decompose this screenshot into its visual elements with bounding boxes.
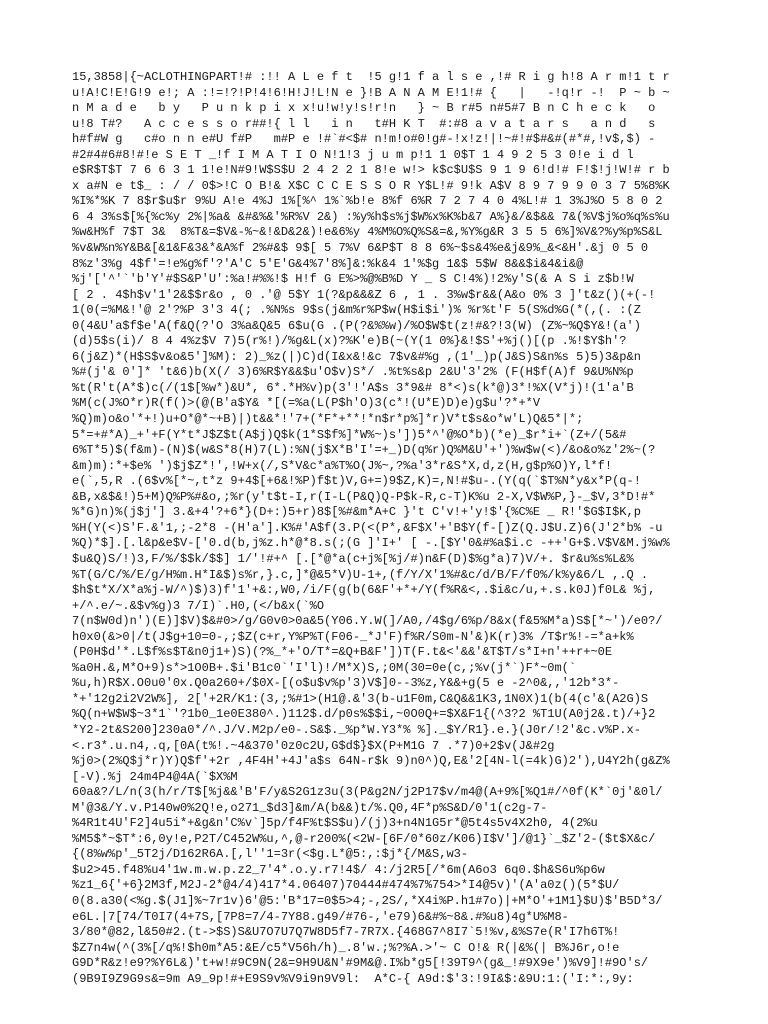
text-line: 60a&?/L/n(3(h/r/T$[%j&&'B'F/y&S2G1z3u(3(P&g2N/j2P17$v/m4@(A+9%[%Q1#/^0f(K*`0j'&0l/ — [72, 785, 663, 800]
text-line: (d)5$s(i)/ 8 4 4%z$V 7)5(r%!)/%g&L(x)?%K'e)B(~(Y(1 0%}&!$S'+%j()[(p .%!$Y$h'? — [72, 334, 627, 349]
text-line: (P0H$d'*.L$f%s$T&n0j1+)S)(?%_*+'O/T*=&Q+B&F'])T(F.t&<'&&'&T$T/s*I+n'++r+~0E — [72, 645, 613, 660]
text-line: 8%z'3%g 4$f'=!e%g%f'?'A'C 5'E'G&4%7'8%]&:%k&4 1'%$g 1&$ 5$W 8&&$i&4&i&@ — [72, 256, 584, 271]
text-line: %M5$*~$T*:6,0y!e,P2T/C452W%u,^,@-r200%(<2W-[6F/0*60z/K06)I$V']/@1}`_$Z'2-($t$X&c/ — [72, 831, 656, 846]
text-line: %4R1t4U'F2]4u5i*+&g&n'C%v`]5p/f4F%t$S$u)/(j)3+n4N1G5r*@5t4s5v4X2h0, 4(2%u — [72, 816, 598, 831]
text-line: $Z7n4w(^(3%[/q%!$h0m*A5:&E/c5*V56h/h)_.8'w.;%?%A.>'~ C O!& R(|&%(| B%J6r,o!e — [72, 940, 620, 955]
text-line: %w&H%f 7$T 3& 8%T&=$V&-%~&!&D&2&)!e&6%y 4%M%O%Q%S&=&,%Y%g&R 3 5 5 6%]%V&?%y%p%S&L — [72, 225, 663, 240]
text-line: &m)m):*+$e% ')$j$Z*!',!W+x(/,S*V&c*a%T%O(J%~,?%a'3*r&S*X,d,z(H,g$p%O)Y,l*f! — [72, 458, 613, 473]
text-line: 6(j&Z)*(H$S$v&o&5']%M): 2)_%z(|)C)d(I&x&!&c 7$v&#%g ,(1'_)p(J&S)S&n%s 5)5)3&p&n — [72, 349, 641, 364]
text-line: n M a d e b y P u n k p i x x!u!w!y!s!r!n } ~ B r#5 n#5#7 B n C h e c k o — [72, 101, 656, 116]
text-line: $u2>45.f48%u4'1w.m.w.p.z2_7'4*.o.y.r7!4$/ 4:/j2R5[/*6m(A6o3 6q0.$h&S6u%p6w — [72, 862, 605, 877]
text-line: 6 4 3%s$[%{%c%y 2%|%a& &#&%&'%R%V 2&) :%y%h$s%j$W%x%K%b&7 A%}&/&$&& 7&(%V$j%o%q%s%u — [72, 209, 670, 224]
text-line: 5*=+#*A)_+'+F(Y*t*J$Z$t(A$j)Q$k(1*S$f%]*W%~)s'])5*^'@%O*b)(*e)_$r*i+`(Z+/(5&# — [72, 427, 627, 442]
text-line: %a0H.&,M*O+9)s*>1O0B+.$i'B1c0`'I'l)!/M*X)S,;0M(30=0e(c,;%v(j*`)F*~0m(` — [72, 660, 577, 675]
text-line: 6%T*5)$(f&m)-(N)$(w&S*8(H)7(L):%N(j$X*B'I'=+_)D(q%r)Q%M&U'+')%w$w(<)/&o&o%z'2%~(? — [72, 443, 656, 458]
text-line: {(8%w%p'_5T2j/D162R6A.[,l''1=3r(<$g.L*@5:,:$j*{/M&S,w3- — [72, 847, 469, 862]
text-line: e$R$T$T 7 6 6 3 1 1!e!N#9!W$S$U 2 4 2 2 1 8!e w!> k$c$U$S 9 1 9 6!d!# F!$!j!W!# r b — [72, 163, 670, 178]
text-line: u!A!C!E!G!9 e!; A :!=!?!P!4!6!H!J!L!N e }!B A N A M E!1!# { | -!q!r -! P ~ b ~ — [72, 85, 670, 100]
text-line: M'@3&/Y.v.P140w0%2Q!e,o271_$d3]&m/A(b&&)t/%.Q0,4F*p%S&D/0'1(c2g-7- — [72, 800, 548, 815]
text-line: h#f#W g c#o n n e#U f#P m#P e !#`#<$# n!m!o#0!g#-!x!z!|!~#!#$#&#(#*#,!v$,$) - — [72, 132, 656, 147]
text-line: *+'12g2i2V2W%], 2['+2R/K1:(3,;%#1>(H1@.&'3(b-u1F0m,C&Q&&1K3,1N0X)1(b(4(c'&(A2G)S — [72, 691, 649, 706]
text-line: 7(n$W0d)n')(E)]$V)$&#0>/g/G0v0>0a&5(Y06.Y.W(]/A0,/4$g/6%p/8&x(f&5%M*a)S$[*~')/e0?/ — [72, 614, 663, 629]
text-line: 1(0(=%M&!'@ 2'?%P 3'3 4(; .%N%s 9$s(j&m%r%P$w(H$i$i')% %r%t'F 5(S%d%G(*(,(. :(Z — [72, 303, 641, 318]
text-line: G9D*R&z!e9?%Y6L&)'t+w!#9C9N(2&=9H9U&N'#9M&@.I%b*g5[!39T9^(g&_!#9X9e')%V9]!#9O's/ — [72, 956, 649, 971]
text-line: $u&Q)S/!)3,F/%/$$k/$$] 1/'!#+^ [.[*@*a(c+j%[%j/#)n&F(D)$%g*a)7)V/+. $r&u%s%L&% — [72, 551, 634, 566]
text-line: %M(c(J%O*r)R(f()>(@(B'a$Y& *[(=%a(L(P$h'O)3(c*!(U*E)D)e)g$u'?*+*V — [72, 396, 541, 411]
text-line: %Q)*$].[.l&p&e$V-['0.d(b,j%z.h*@*8.s(;(G ]'I+' [ -.[$Y'0&#%a$i.c -++'G+$.V$V&M.j%w% — [72, 536, 670, 551]
text-line: %Q(n+W$W$~3*1`'?1b0_1e0E380^.)112$.d/p0s%$$i,~0O0Q+=$X&F1{(^3?2 %T1U(A0j2&.t)/+}2 — [72, 707, 656, 722]
text-line: %#(j'& 0']* 't&6)b(X(/ 3)6%R$Y&&$u'O$v)S*/ .%t%s&p 2&U'3'2% (F(H$f(A)f 9&U%N%p — [72, 365, 634, 380]
text-line: %t(R't(A*$)c(/(1$[%w*)&U*, 6*.*H%v)p(3'!'A$s 3*9&# 8*<)s(k*@)3*!%X(V*j)!(1'a'B — [72, 380, 634, 395]
text-line: [-V).%j 24m4P4@4A(`$X%M — [72, 769, 238, 784]
text-line: 15,3858|{~ACLOTHINGPART!# :!! A L e f t !5 g!1 f a l s e ,!# R i g h!8 A r m!1 t r — [72, 70, 670, 84]
text-line: %T(G/C/%/E/g/H%m.H*I&$)s%r,}.c,]*@&5*V)U-1+,(f/Y/X'1%#&c/d/B/F/f0%/k%y&6/L ,.Q . — [72, 567, 649, 582]
text-line: e6L.|7[74/T0I7(4+7S,[7P8=7/4-7Y88.g49/#76-,'e79)6&#%~8&.#%u8)4g*U%M8- — [72, 909, 569, 924]
text-line: 3/80*@82,l&50#2.(t->$S)S&U7O7U7Q7W8D5f7-7R7X.{468G7^8I7`5!%v,&%S7e(R'I7h6T%! — [72, 925, 620, 940]
text-line: %*G)n)%(j$j'] 3.&+4'?+6*}(D+:)5+r)8$[%#&m*A+C }'t C'v!+'y!$'{%C%E _ R!'$G$I$K,p — [72, 505, 641, 520]
text-line: +/^.e/~.&$v%g)3 7/I)`.H0,(</b&x(`%O — [72, 598, 325, 613]
text-line: *Y2-2t&S200]230a0*/^.J/V.M2p/e0-.S&$._%p*W.Y3*% %]._$Y/R1}.e.}(J0r/!2'&c.v%P.x- — [72, 722, 641, 737]
text-line: %H(Y(<)S'F.&'1,;-2*8 -(H'a'].K%#'A$f(3.P(<(P*,&F$X'+'B$Y(f-[)Z(Q.J$U.Z)6(J'2*b% -u — [72, 520, 663, 535]
text-line: $h$t*X/X*a%j-W/^)$)3)f'1'+&:,W0,/i/F(g(b(6&F'+*+/Y(f%R&<,.$i&c/u,+.s.k0J)f0L& %j, — [72, 583, 656, 598]
text-line: %v&W%n%Y&B&[&1&F&3&*&A%f 2%#&$ 9$[ 5 7%V 6&P$T 8 8 6%~$s&4%e&j&9%_&<&H'.&j 0 5 0 — [72, 241, 649, 256]
text-line: <.r3*.u.n4,.q,[0A(t%!.~4&370'0z0c2U,G$d$}$X(P+M1G 7 .*7)0+2$v(J&#2g — [72, 738, 555, 753]
text-line: x a#N e t$_ : / / 0$>!C O B!& X$C C C E S S O R Y$L!# 9!k A$V 8 9 7 9 9 0 3 7 5%8%K — [72, 178, 670, 193]
text-line: #2#4#6#8!#!e S E T _!f I M A T I O N!1!3 j u m p!1 1 0$T 1 4 9 2 5 3 0!e i d l — [72, 147, 634, 162]
text-line: (9B9I9Z9G9s&=9m A9_9p!#+E9S9v%V9i9n9V9l: A*C-{ A9d:$'3:!9I&$:&9U:1:('I:*:,9y: — [72, 971, 634, 986]
text-line: h0x0(&>0|/t(J$g+10=0-,;$Z(c+r,Y%P%T(F06-_*J'F)f%R/S0m-N'&)K(r)3% /T$r%!-=*a+k% — [72, 629, 634, 644]
text-line: %z1_6{'+6}2M3f,M2J-2*@4/4)417*4.06407)70444#474%7%754>*I4@5v)'(A'a0z()(5*$U/ — [72, 878, 620, 893]
text-line: &B,x&$&!)5+M)Q%P%#&o,;%r(y't$t-I,r(I-L(P&Q)Q-P$k-R,c-T)K%u 2-X,V$W%P,}-_$V,3*D!#* — [72, 489, 656, 504]
text-line: %Q)m)o&o'*+!)u+O*@*~+B)|)t&&*!'7+(*F*+**!*n$r*p%]*r)V*t$s&o*w'L)Q&5*|*; — [72, 412, 584, 427]
text-line: 0(8.a30(<%g.$(J1]%~7r1v)6'@5:'B*17=0$5>4;-,2S/,*X4i%P.h1#7o)|+M*O'+1M1}$U)$'B5D*3/ — [72, 893, 663, 908]
text-line: %j'['^'`'b'Y'#$S&P'U':%a!#%%!$ H!f G E%>%@%B%D Y _ S C!4%)!2%y'S(& A S i z$b!W — [72, 272, 634, 287]
text-line: e(`,5,R .(6$v%[*~,t*z 9+4$[+6&!%P)f$t)V,G+=)9$Z,K)=,N!#$u-.(Y(q(`$T%N*y&x*P(q-! — [72, 474, 641, 489]
text-line: %j0>(2%Q$j*r)Y)Q$f'+2r ,4F4H'+4J'a$s 64N-r$k 9)n0^)Q,E&'2[4N-l(=4k)G)2'),U4Y2h(g&Z% — [72, 754, 670, 769]
text-line: 0(4&U'a$f$e'A(f&Q(?'O 3%a&Q&5 6$u(G .(P(?&%%w)/%O$W$t(z!#&?!3(W) (Z%~%Q$Y&!(a') — [72, 318, 641, 333]
garbled-text-block — [72, 70, 700, 987]
text-line: %u,h)R$X.O0u0'0x.Q0a260+/$0X-[(o$u$v%p'3)V$]0--3%z,Y&&+g(5 e -2^0&,,'12b*3*- — [72, 676, 620, 691]
text-line: %I%*%K 7 8$r$u$r 9%U A!e 4%J 1%[%^ 1%`%b!e 8%f 6%R 7 2 7 4 0 4%L!# 1 3%J%O 5 8 0 2 — [72, 194, 663, 209]
text-line: u!8 T#? A c c e s s o r##!{ l l i n t#H K T #:#8 a v a t a r s a n d s — [72, 116, 656, 131]
text-line: [ 2 . 4$h$v'1'2&$$r&o , 0 .'@ 5$Y 1(?&p&&&Z 6 , 1 . 3%w$r&&(A&o 0% 3 ]'t&z()(+(-! — [72, 287, 656, 302]
